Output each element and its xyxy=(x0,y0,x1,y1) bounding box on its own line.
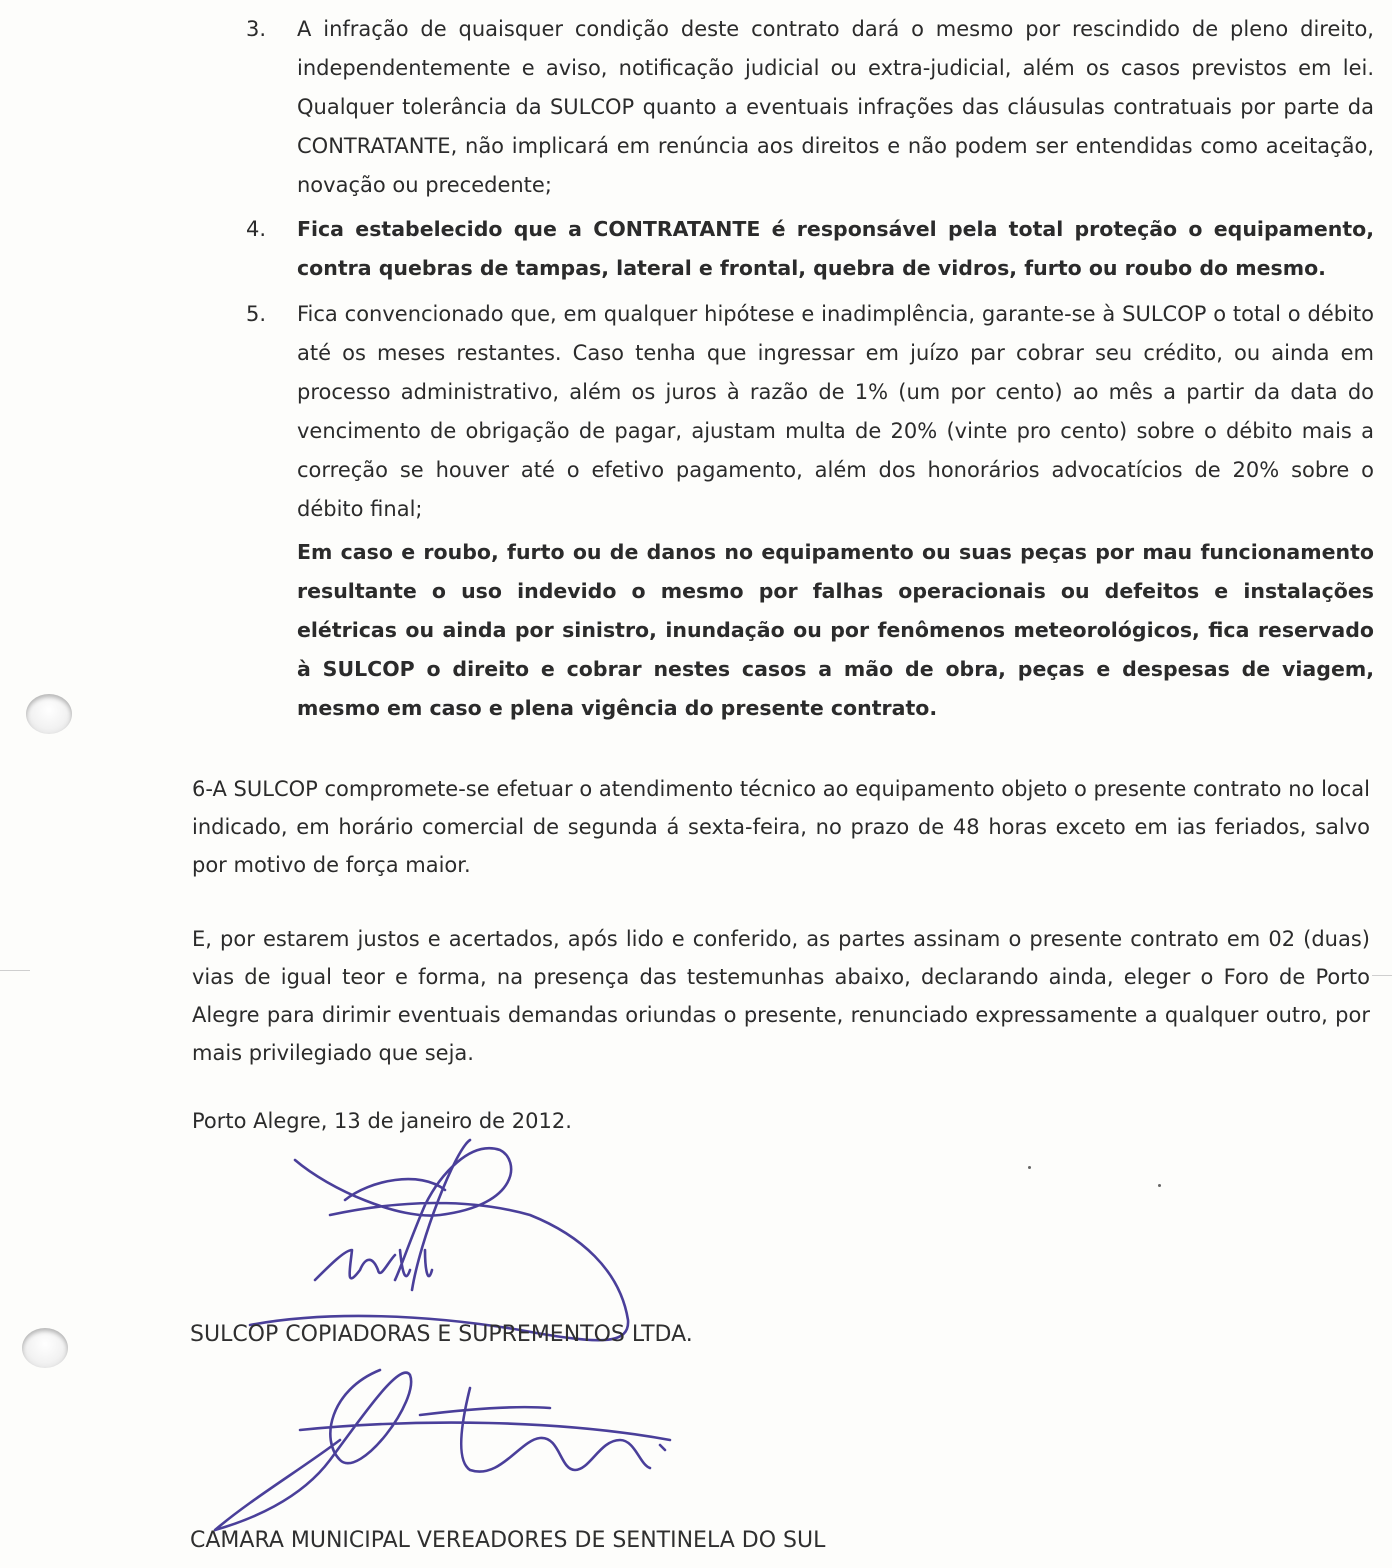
clause-text: A infração de quaisquer condição deste contrato dará o mesmo por rescindido de pleno direito, independentemente e aviso, notificação judicial ou extra-judicial, além os casos previstos em lei. Qualquer tolerância da SULCOP quanto a eventuais infrações das cláusulas contratuais por parte da CONTRATANTE, não implicará em renúncia aos direitos e não podem ser entendidas como aceitação, novação ou precedente; xyxy=(297,17,1374,197)
clause-number: 4. xyxy=(246,217,267,241)
clause-number: 3. xyxy=(246,17,267,41)
clause-6: 6-A SULCOP compromete-se efetuar o atendimento técnico ao equipamento objeto o presente contrato no local indicado, em horário comercial de segunda á sexta-feira, no prazo de 48 horas exceto em ias feriados, salvo por motivo de força maior. xyxy=(192,777,1370,877)
signature-sulcop xyxy=(250,1140,628,1340)
clause-number: 5. xyxy=(246,302,267,326)
signatory-camara: CAMARA MUNICIPAL VEREADORES DE SENTINELA DO SUL xyxy=(190,1528,826,1553)
clause-addendum: Em caso e roubo, furto ou de danos no equipamento ou suas peças por mau funcionamento resultante o uso indevido o mesmo por falhas operacionais ou defeitos e instalações elétricas ou ainda por sinistro, inundação ou por fenômenos meteorológicos, fica reservado à SULCOP o direito e cobrar nestes casos a mão de obra, peças e despesas de viagem, mesmo em caso e plena vigência do presente contrato. xyxy=(297,540,1374,720)
signature-camara xyxy=(215,1370,670,1530)
signatory-sulcop: SULCOP COPIADORAS E SUPREMENTOS LTDA. xyxy=(190,1322,693,1347)
place-date: Porto Alegre, 13 de janeiro de 2012. xyxy=(192,1109,572,1133)
clause-text: Fica estabelecido que a CONTRATANTE é responsável pela total proteção o equipamento, contra quebras de tampas, lateral e frontal, quebra de vidros, furto ou roubo do mesmo. xyxy=(297,217,1374,280)
clause-text: Fica convencionado que, em qualquer hipótese e inadimplência, garante-se à SULCOP o total o débito até os meses restantes. Caso tenha que ingressar em juízo par cobrar seu crédito, ou ainda em processo administrativo, além os juros à razão de 1% (um por cento) ao mês a partir da data do vencimento de obrigação de pagar, ajustam multa de 20% (vinte pro cento) sobre o débito mais a correção se houver até o efetivo pagamento, além dos honorários advocatícios de 20% sobre o débito final; xyxy=(297,302,1374,521)
closing-paragraph: E, por estarem justos e acertados, após lido e conferido, as partes assinam o presente contrato em 02 (duas) vias de igual teor e forma, na presença das testemunhas abaixo, declarando ainda, eleger o Foro de Porto Alegre para dirimir eventuais demandas oriundas o presente, renunciado expressamente a qualquer outro, por mais privilegiado que seja. xyxy=(192,927,1370,1065)
